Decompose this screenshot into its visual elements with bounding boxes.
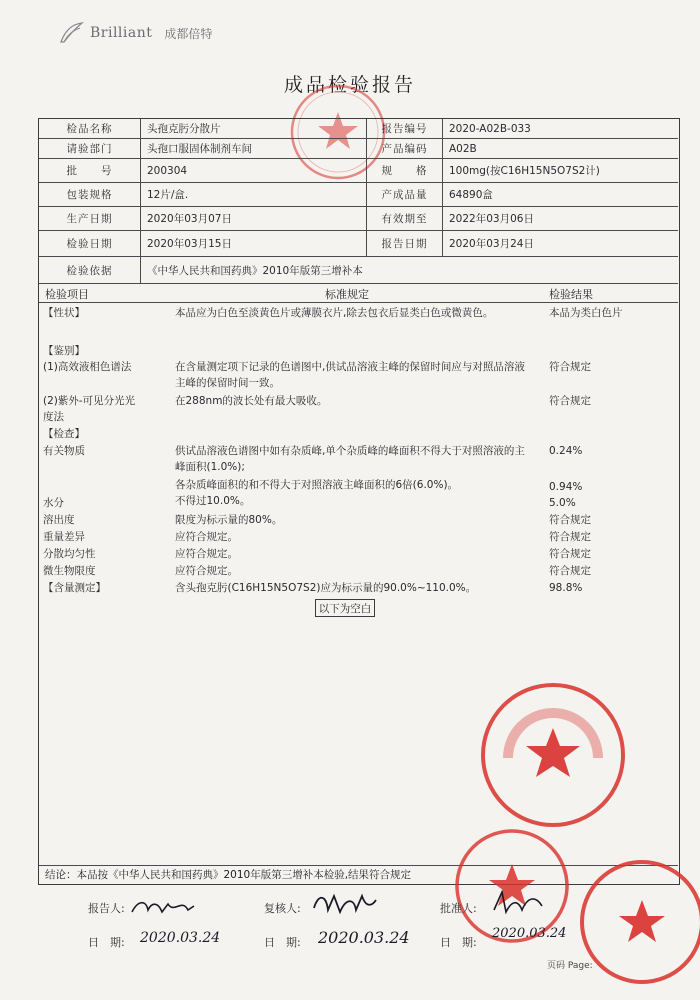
info-value: 100mg(按C16H15N5O7S2计) bbox=[443, 159, 678, 183]
item-result: 0.24% bbox=[549, 445, 583, 457]
info-label: 检品名称 bbox=[39, 119, 141, 139]
conclusion: 结论：本品按《中华人民共和国药典》2010年版第三增补本检验,结果符合规定 bbox=[39, 865, 678, 883]
date-label: 日 期: bbox=[88, 936, 125, 949]
item-standard: 不得过10.0%。 bbox=[175, 495, 251, 507]
brand-name-cn: 成都倍特 bbox=[164, 26, 213, 41]
info-row bbox=[39, 119, 678, 139]
item-result: 符合规定 bbox=[549, 565, 591, 577]
approver-signature bbox=[488, 888, 548, 918]
section-label: 【检查】 bbox=[43, 428, 85, 440]
info-row bbox=[39, 139, 678, 159]
info-label: 有效期至 bbox=[367, 207, 443, 231]
reviewer-label: 复核人: bbox=[264, 902, 301, 915]
item-result: 本品为类白色片 bbox=[549, 307, 623, 319]
pharma-stamp-right bbox=[576, 848, 700, 988]
item-result: 符合规定 bbox=[549, 361, 591, 373]
item-label: 【性状】 bbox=[43, 307, 85, 319]
info-row bbox=[39, 159, 678, 183]
info-label: 规 格 bbox=[367, 159, 443, 183]
info-value: 头孢口服固体制剂车间 bbox=[141, 139, 367, 159]
item-standard: 供试品溶液色谱图中如有杂质峰,单个杂质峰的峰面积不得大于对照溶液的主峰面积(1.0%); bbox=[175, 445, 525, 473]
page-title: 成品检验报告 bbox=[283, 74, 416, 96]
date-label: 日 期: bbox=[264, 936, 301, 949]
item-result: 符合规定 bbox=[549, 548, 591, 560]
item-label: (1)高效液相色谱法 bbox=[43, 361, 132, 373]
info-value: 12片/盒. bbox=[141, 183, 367, 207]
item-label: 分散均匀性 bbox=[43, 548, 96, 560]
item-result: 符合规定 bbox=[549, 395, 591, 407]
item-standard: 在288nm的波长处有最大吸收。 bbox=[175, 395, 328, 407]
item-result: 符合规定 bbox=[549, 514, 591, 526]
reporter-label: 报告人: bbox=[88, 902, 125, 915]
info-label: 产成品量 bbox=[367, 183, 443, 207]
date-label: 日 期: bbox=[440, 936, 477, 949]
page-label: 页码 Page: bbox=[547, 961, 593, 971]
info-label: 生产日期 bbox=[39, 207, 141, 231]
info-row bbox=[39, 183, 678, 207]
handwritten-date: 2020.03.24 bbox=[140, 930, 221, 946]
brand-name-en: Brilliant bbox=[90, 25, 153, 41]
item-standard: 应符合规定。 bbox=[175, 531, 238, 543]
item-label: 度法 bbox=[43, 411, 64, 423]
item-label: (2)紫外-可见分光光 bbox=[43, 395, 136, 407]
item-standard: 限度为标示量的80%。 bbox=[175, 514, 283, 526]
col-result: 检验结果 bbox=[549, 288, 593, 301]
item-standard: 应符合规定。 bbox=[175, 565, 238, 577]
info-label: 包装规格 bbox=[39, 183, 141, 207]
info-row bbox=[39, 207, 678, 231]
column-header bbox=[39, 284, 678, 303]
info-value: 64890盒 bbox=[443, 183, 678, 207]
reporter-signature bbox=[128, 894, 198, 920]
item-standard: 本品应为白色至淡黄色片或薄膜衣片,除去包衣后显类白色或微黄色。 bbox=[175, 307, 494, 319]
info-value: 2020-A02B-033 bbox=[443, 119, 678, 139]
col-standard: 标准规定 bbox=[325, 288, 369, 301]
item-standard: 在含量测定项下记录的色谱图中,供试品溶液主峰的保留时间应与对照品溶液主峰的保留时间一致。 bbox=[175, 361, 525, 389]
info-value: 头孢克肟分散片 bbox=[141, 119, 367, 139]
approver-label: 批准人: bbox=[440, 902, 477, 915]
item-label: 有关物质 bbox=[43, 445, 85, 457]
section-label: 【鉴别】 bbox=[43, 345, 85, 357]
basis-row bbox=[39, 257, 678, 284]
info-value: 200304 bbox=[141, 159, 367, 183]
info-label: 报告编号 bbox=[367, 119, 443, 139]
item-label: 重量差异 bbox=[43, 531, 85, 543]
item-result: 0.94% bbox=[549, 481, 583, 493]
item-standard: 含头孢克肟(C16H15N5O7S2)应为标示量的90.0%~110.0%。 bbox=[175, 582, 477, 594]
qc-stamp-large bbox=[478, 680, 628, 830]
info-label: 报告日期 bbox=[367, 231, 443, 257]
info-value: 2020年03月07日 bbox=[141, 207, 367, 231]
basis-label: 检验依据 bbox=[39, 257, 141, 284]
reviewer-signature bbox=[310, 888, 380, 918]
item-standard: 各杂质峰面积的和不得大于对照溶液主峰面积的6倍(6.0%)。 bbox=[175, 479, 459, 491]
item-label: 微生物限度 bbox=[43, 565, 96, 577]
item-label: 溶出度 bbox=[43, 514, 75, 526]
item-label: 水分 bbox=[43, 497, 64, 509]
item-result: 符合规定 bbox=[549, 531, 591, 543]
info-label: 产品编码 bbox=[367, 139, 443, 159]
info-label: 检验日期 bbox=[39, 231, 141, 257]
col-item: 检验项目 bbox=[45, 288, 89, 301]
info-label: 批 号 bbox=[39, 159, 141, 183]
handwritten-date: 2020.03.24 bbox=[492, 926, 567, 941]
info-value: A02B bbox=[443, 139, 678, 159]
company-logo bbox=[58, 18, 212, 48]
basis-value: 《中华人民共和国药典》2010年版第三增补本 bbox=[141, 257, 678, 284]
info-label: 请验部门 bbox=[39, 139, 141, 159]
item-standard: 应符合规定。 bbox=[175, 548, 238, 560]
info-value: 2020年03月24日 bbox=[443, 231, 678, 257]
logo-leaf-icon bbox=[58, 20, 84, 46]
blank-note: 以下为空白 bbox=[315, 599, 375, 617]
info-row bbox=[39, 231, 678, 257]
handwritten-date: 2020.03.24 bbox=[318, 928, 410, 947]
item-result: 5.0% bbox=[549, 497, 576, 509]
section-label: 【含量测定】 bbox=[43, 582, 106, 594]
item-result: 98.8% bbox=[549, 582, 583, 594]
info-value: 2020年03月15日 bbox=[141, 231, 367, 257]
info-value: 2022年03月06日 bbox=[443, 207, 678, 231]
